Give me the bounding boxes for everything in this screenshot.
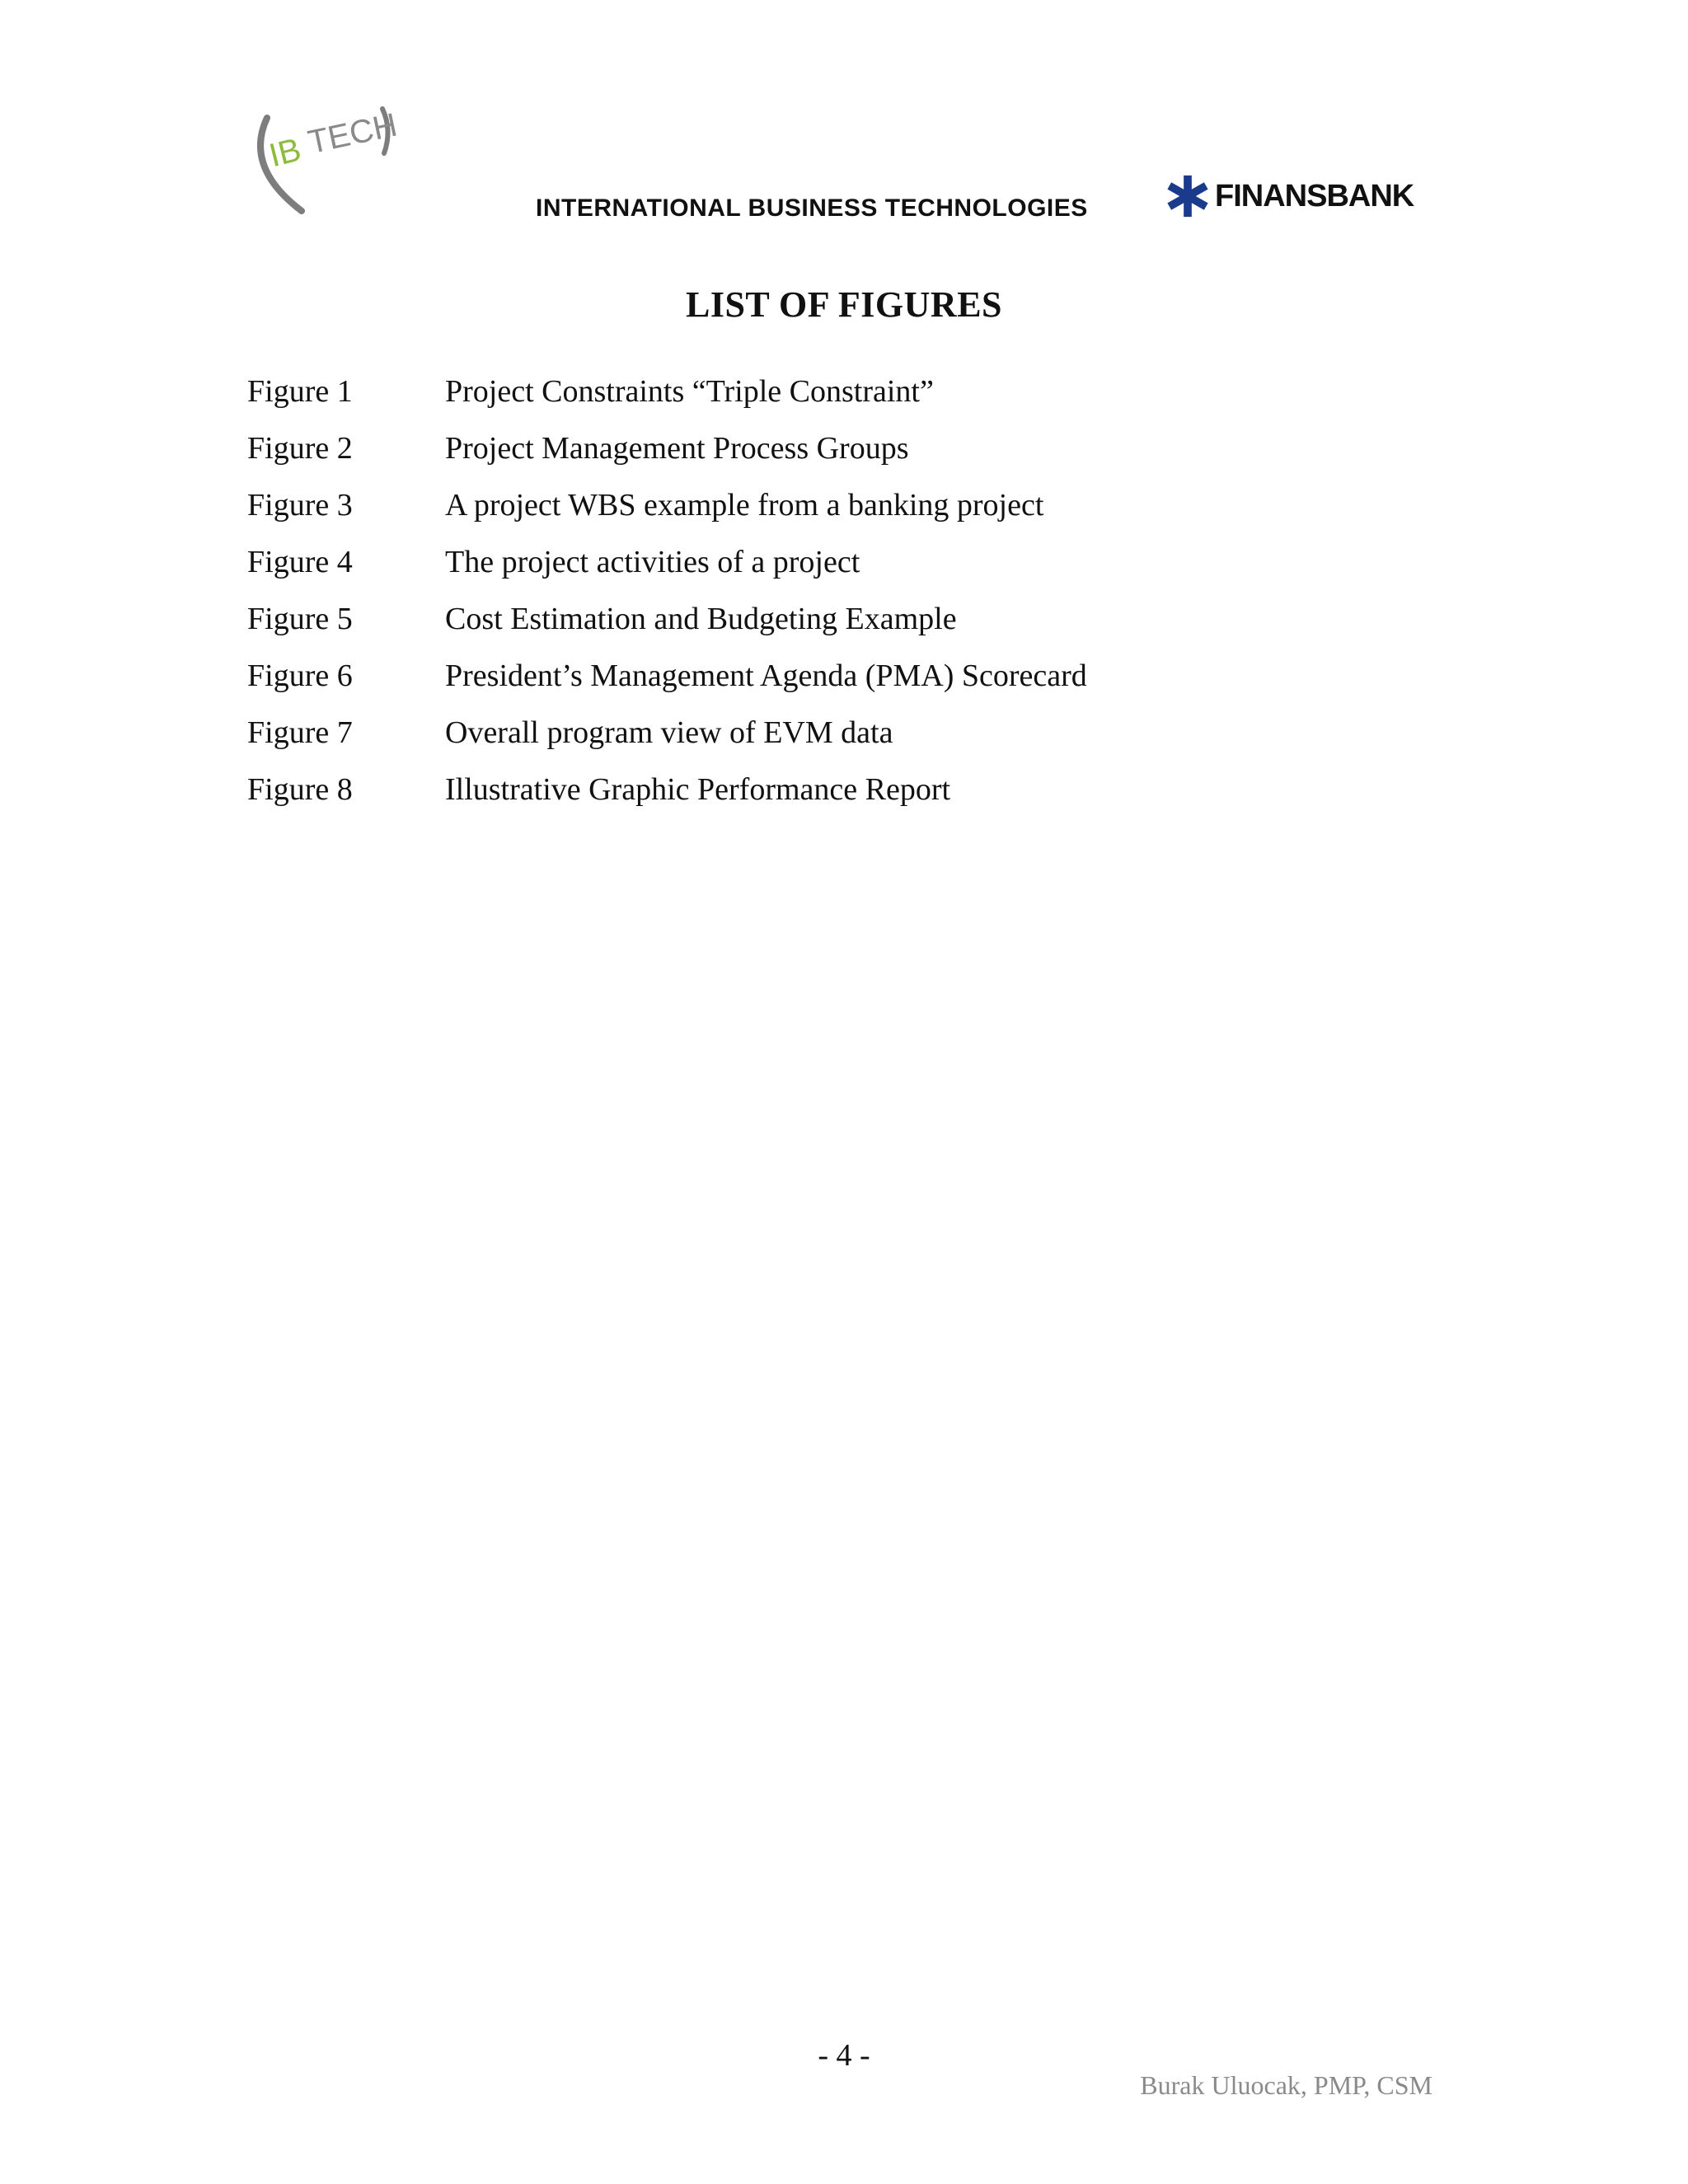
- figure-caption: Project Management Process Groups: [445, 431, 909, 466]
- svg-text:IB: IB: [265, 131, 305, 175]
- svg-text:TECH: TECH: [304, 106, 401, 162]
- figure-number: Figure 5: [247, 602, 353, 636]
- list-item: [247, 659, 1484, 716]
- list-item: [247, 489, 1484, 546]
- finansbank-logo: [1164, 171, 1414, 221]
- list-item: [247, 602, 1484, 659]
- figure-caption: Project Constraints “Triple Constraint”: [445, 374, 934, 409]
- figure-caption: Overall program view of EVM data: [445, 715, 893, 750]
- header-tagline: INTERNATIONAL BUSINESS TECHNOLOGIES: [536, 194, 1088, 222]
- figure-caption: Cost Estimation and Budgeting Example: [445, 602, 957, 636]
- figure-number: Figure 2: [247, 431, 353, 466]
- figure-number: Figure 8: [247, 772, 353, 807]
- ibtech-logo: [244, 97, 409, 221]
- figure-caption: The project activities of a project: [445, 545, 860, 579]
- list-item: [247, 546, 1484, 602]
- page-number: - 4 -: [818, 2038, 870, 2073]
- figure-number: Figure 3: [247, 488, 353, 523]
- figure-number: Figure 1: [247, 374, 353, 409]
- finansbank-star-icon: [1164, 172, 1212, 220]
- list-item: [247, 773, 1484, 830]
- figure-number: Figure 6: [247, 658, 353, 693]
- list-item: [247, 432, 1484, 489]
- list-item: [247, 716, 1484, 773]
- figure-list: [247, 375, 1484, 830]
- figure-caption: A project WBS example from a banking project: [445, 488, 1044, 523]
- list-item: [247, 375, 1484, 432]
- finansbank-logo-text: FINANSBANK: [1215, 179, 1414, 213]
- figure-caption: President’s Management Agenda (PMA) Scorecard: [445, 658, 1087, 693]
- page-title: LIST OF FIGURES: [685, 284, 1003, 325]
- figure-number: Figure 4: [247, 545, 353, 579]
- figure-caption: Illustrative Graphic Performance Report: [445, 772, 951, 807]
- author-credit: Burak Uluocak, PMP, CSM: [1140, 2070, 1432, 2100]
- figure-number: Figure 7: [247, 715, 353, 750]
